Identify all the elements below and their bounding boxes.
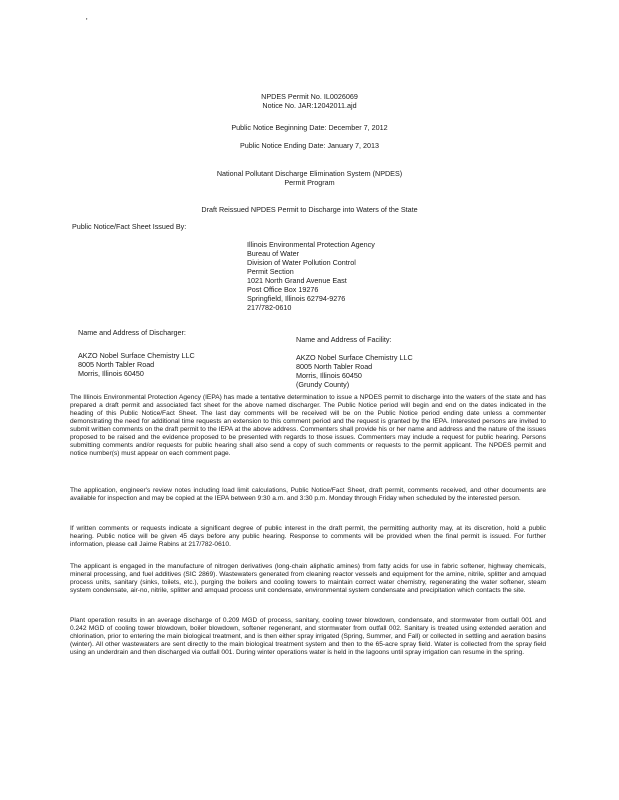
program-subtitle: Permit Program [284, 178, 335, 187]
agency-line: Bureau of Water [247, 249, 300, 258]
notice-ending-date: Public Notice Ending Date: January 7, 2013 [239, 141, 380, 150]
discharger-line: Morris, Illinois 60450 [78, 369, 144, 378]
paragraph-application-documents: The application, engineer's review notes including load limit calculations, Public Notice/Fact Sheet, draft permit, comments received, and other documents are available for inspection and may be copied at the IEPA between 9:30 a.m. and 3:30 p.m. Monday through Friday when scheduled by the interested person. [70, 487, 546, 502]
permit-number: NPDES Permit No. IL0026069 [261, 92, 358, 101]
agency-line: 1021 North Grand Avenue East [247, 276, 347, 285]
paragraph-tentative-determination: The Illinois Environmental Protection Agency (IEPA) has made a tentative determination to issue a NPDES permit to discharge into the waters of the state and has prepared a draft permit and associated fact sheet for the above named discharger. The Public Notice period will begin and end on the dates indicated in the heading of this Public Notice/Fact Sheet. The last day comments will be received will be on the Public Notice period ending date unless a commenter demonstrating the need for additional time requests an extension to this comment period and the request is granted by the IEPA. Interested persons are invited to submit written comments on the draft permit to the IEPA at the above address. Commenters shall provide his or her name and address and the nature of the issues proposed to be raised and the evidence proposed to be presented with regards to those issues. Commenters may include a request for public hearing. Persons submitting comments and/or requests for public hearing shall also send a copy of such comments or requests to the permit applicant. The NPDES permit and notice number(s) must appear on each comment page. [70, 394, 546, 457]
agency-line: Springfield, Illinois 62794-9276 [247, 294, 346, 303]
facility-line: Morris, Illinois 60450 [296, 371, 362, 380]
paragraph-plant-operation: Plant operation results in an average discharge of 0.209 MGD of process, sanitary, cooling tower blowdown, condensate, and stormwater from outfall 001 and 0.242 MGD of cooling tower blowdown, boiler blowdown, softener regenerant, and stormwater from outfall 002. Sanitary is treated using extended aeration and chlorination, prior to entering the main biological treatment, and is then either spray irrigated (Spring, Summer, and Fall) or collected in settling and aeration basins (winter). All other wastewaters are sent directly to the main biological treatment system and then to the 65-acre spray field. Water is collected from the spray field using an underdrain and then discharged via outfall 001. During winter operations water is held in the lagoons until spray irrigation can resume in the spring. [70, 617, 546, 656]
program-title: National Pollutant Discharge Elimination System (NPDES) [216, 169, 403, 178]
discharger-line: AKZO Nobel Surface Chemistry LLC [78, 351, 195, 360]
corner-mark: ' [86, 17, 88, 26]
agency-line: Division of Water Pollution Control [247, 258, 356, 267]
discharger-label: Name and Address of Discharger: [78, 328, 186, 337]
agency-line: 217/782-0610 [247, 303, 292, 312]
facility-label: Name and Address of Facility: [296, 335, 392, 344]
discharger-line: 8005 North Tabler Road [78, 360, 155, 369]
facility-line: (Grundy County) [296, 380, 350, 389]
paragraph-applicant-business: The applicant is engaged in the manufacture of nitrogen derivatives (long-chain aliphatic amines) from fatty acids for use in fabric softener, highway chemicals, mineral processing, and fuel additives (SIC 2869). Wastewaters generated from cleaning reactor vessels and equipment for the amine, nitrile, splitter and amquad process units, sanitary (sinks, toilets, etc.), purging the boilers and cooling towers to maintain correct water chemistry, regenerating the water softener, steam system condensate, air-no, nitrile, splitter and amquad process unit condensate, environmental system condensate and precipitation which contacts the site. [70, 563, 546, 594]
agency-line: Permit Section [247, 267, 294, 276]
agency-line: Post Office Box 19276 [247, 285, 319, 294]
notice-number: Notice No. JAR:12042011.ajd [262, 101, 357, 110]
agency-line: Illinois Environmental Protection Agency [247, 240, 375, 249]
notice-beginning-date: Public Notice Beginning Date: December 7, 2012 [231, 123, 388, 132]
draft-permit-title: Draft Reissued NPDES Permit to Discharge into Waters of the State [201, 205, 418, 214]
facility-line: AKZO Nobel Surface Chemistry LLC [296, 353, 413, 362]
paragraph-public-hearing: If written comments or requests indicate a significant degree of public interest in the draft permit, the permitting authority may, at its discretion, hold a public hearing. Public notice will be given 45 days before any public hearing. Response to comments will be provided when the final permit is issued. For further information, please call Jaime Rabins at 217/782-0610. [70, 525, 546, 548]
issued-by-label: Public Notice/Fact Sheet Issued By: [72, 222, 187, 231]
facility-line: 8005 North Tabler Road [296, 362, 373, 371]
